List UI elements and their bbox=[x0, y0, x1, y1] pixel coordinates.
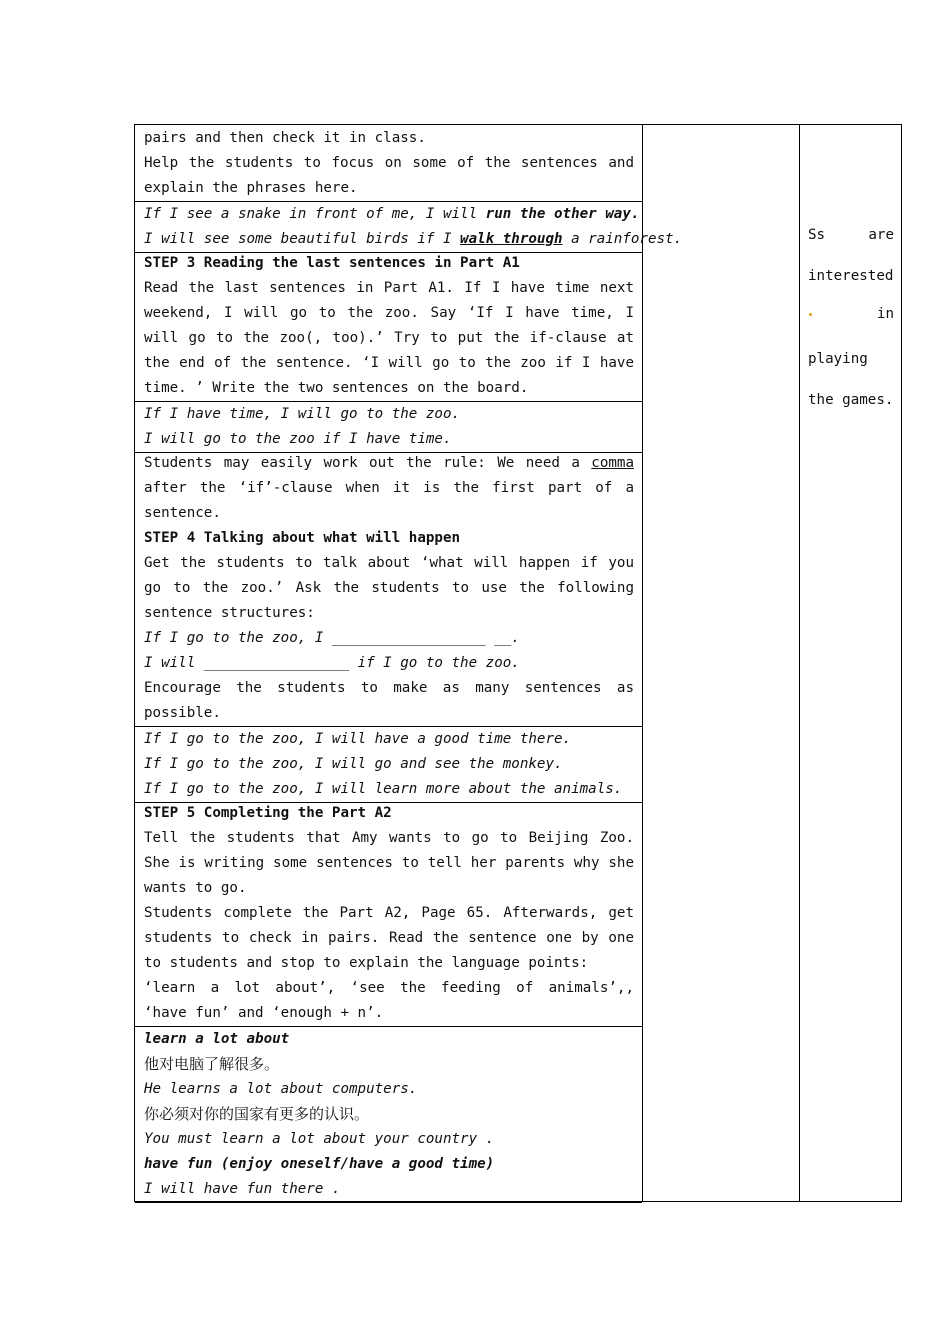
column-divider bbox=[799, 125, 800, 1201]
text-line: Tell the students that Amy wants to go to Beijing Zoo. bbox=[144, 830, 634, 846]
comments-column bbox=[808, 125, 894, 1201]
text-line: I will _________________ if I go to the zoo. bbox=[144, 655, 520, 671]
text-line: sentence. bbox=[144, 505, 221, 521]
text-line: pairs and then check it in class. bbox=[144, 130, 426, 146]
text-line: time. ’ Write the two sentences on the board. bbox=[144, 380, 529, 396]
text-line: the end of the sentence. ‘I will go to the zoo if I have bbox=[144, 355, 634, 371]
text-line: Students complete the Part A2, Page 65. Afterwards, get bbox=[144, 905, 634, 921]
text-line: STEP 3 Reading the last sentences in Part A1 bbox=[144, 255, 520, 271]
text-line: after the ‘if’-clause when it is the first part of a bbox=[144, 480, 634, 496]
text-line: I will have fun there . bbox=[144, 1181, 341, 1197]
text-line bbox=[144, 451, 634, 476]
procedure-text bbox=[135, 801, 642, 1026]
text-run: If I see a snake in front of me, I will bbox=[144, 206, 486, 222]
text-line: to students and stop to explain the language points: bbox=[144, 955, 589, 971]
text-line: sentence structures: bbox=[144, 605, 315, 621]
text-run: run the other way. bbox=[485, 206, 640, 222]
text-run: comma bbox=[591, 455, 634, 471]
text-line: 你必须对你的国家有更多的认识。 bbox=[144, 1105, 370, 1123]
text-line: You must learn a lot about your country . bbox=[144, 1131, 495, 1147]
text-line: She is writing some sentences to tell her parents why she bbox=[144, 855, 634, 871]
procedure-text bbox=[135, 126, 642, 201]
text-line: Read the last sentences in Part A1. If I have time next bbox=[144, 280, 634, 296]
column-divider bbox=[642, 125, 643, 1201]
example-box bbox=[135, 1026, 642, 1203]
text-line: I will go to the zoo if I have time. bbox=[144, 431, 452, 447]
example-box bbox=[135, 401, 642, 453]
mark-icon bbox=[809, 313, 812, 316]
example-box bbox=[135, 201, 683, 253]
text-line: If I go to the zoo, I will have a good time there. bbox=[144, 731, 572, 747]
comment-line: in bbox=[808, 306, 894, 322]
text-line: STEP 4 Talking about what will happen bbox=[144, 530, 461, 546]
text-line: have fun (enjoy oneself/have a good time) bbox=[144, 1156, 495, 1172]
text-line: ‘have fun’ and ‘enough + n’. bbox=[144, 1005, 384, 1021]
text-line: If I go to the zoo, I __________________ __. bbox=[144, 630, 520, 646]
text-line: students to check in pairs. Read the sentence one by one bbox=[144, 930, 634, 946]
text-line: go to the zoo.’ Ask the students to use the following bbox=[144, 580, 634, 596]
text-line: wants to go. bbox=[144, 880, 247, 896]
text-line: Help the students to focus on some of the sentences and bbox=[144, 155, 634, 171]
text-line: Get the students to talk about ‘what will happen if you bbox=[144, 555, 634, 571]
text-line: 他对电脑了解很多。 bbox=[144, 1055, 280, 1073]
text-line: If I go to the zoo, I will learn more about the animals. bbox=[144, 781, 623, 797]
text-run: a rainforest. bbox=[562, 231, 683, 247]
text-run: walk through bbox=[460, 231, 563, 247]
text-run: Students may easily work out the rule: We need a bbox=[144, 455, 592, 471]
text-line: possible. bbox=[144, 705, 221, 721]
procedure-column bbox=[135, 125, 683, 1201]
comment-line: playing bbox=[808, 351, 868, 367]
text-line: learn a lot about bbox=[144, 1031, 290, 1047]
text-line bbox=[144, 202, 640, 227]
text-line: ‘learn a lot about’, ‘see the feeding of animals’,, bbox=[144, 980, 634, 996]
text-line: Encourage the students to make as many sentences as bbox=[144, 680, 634, 696]
text-line: will go to the zoo(, too).’ Try to put the if-clause at bbox=[144, 330, 634, 346]
example-box bbox=[135, 726, 642, 803]
text-line: explain the phrases here. bbox=[144, 180, 358, 196]
text-run: I will see some beautiful birds if I bbox=[144, 231, 461, 247]
procedure-text bbox=[135, 251, 642, 401]
text-line: If I go to the zoo, I will go and see the monkey. bbox=[144, 756, 563, 772]
lesson-plan-table bbox=[134, 124, 902, 1202]
text-line: He learns a lot about computers. bbox=[144, 1081, 418, 1097]
procedure-text bbox=[135, 451, 642, 726]
text-line: STEP 5 Completing the Part A2 bbox=[144, 805, 392, 821]
comment-line: interested bbox=[808, 268, 894, 284]
comment-line: the games. bbox=[808, 392, 894, 408]
text-line bbox=[144, 227, 683, 252]
text-line: weekend, I will go to the zoo. Say ‘If I have time, I bbox=[144, 305, 634, 321]
comment-line: Ss are bbox=[808, 227, 894, 243]
text-line: If I have time, I will go to the zoo. bbox=[144, 406, 461, 422]
